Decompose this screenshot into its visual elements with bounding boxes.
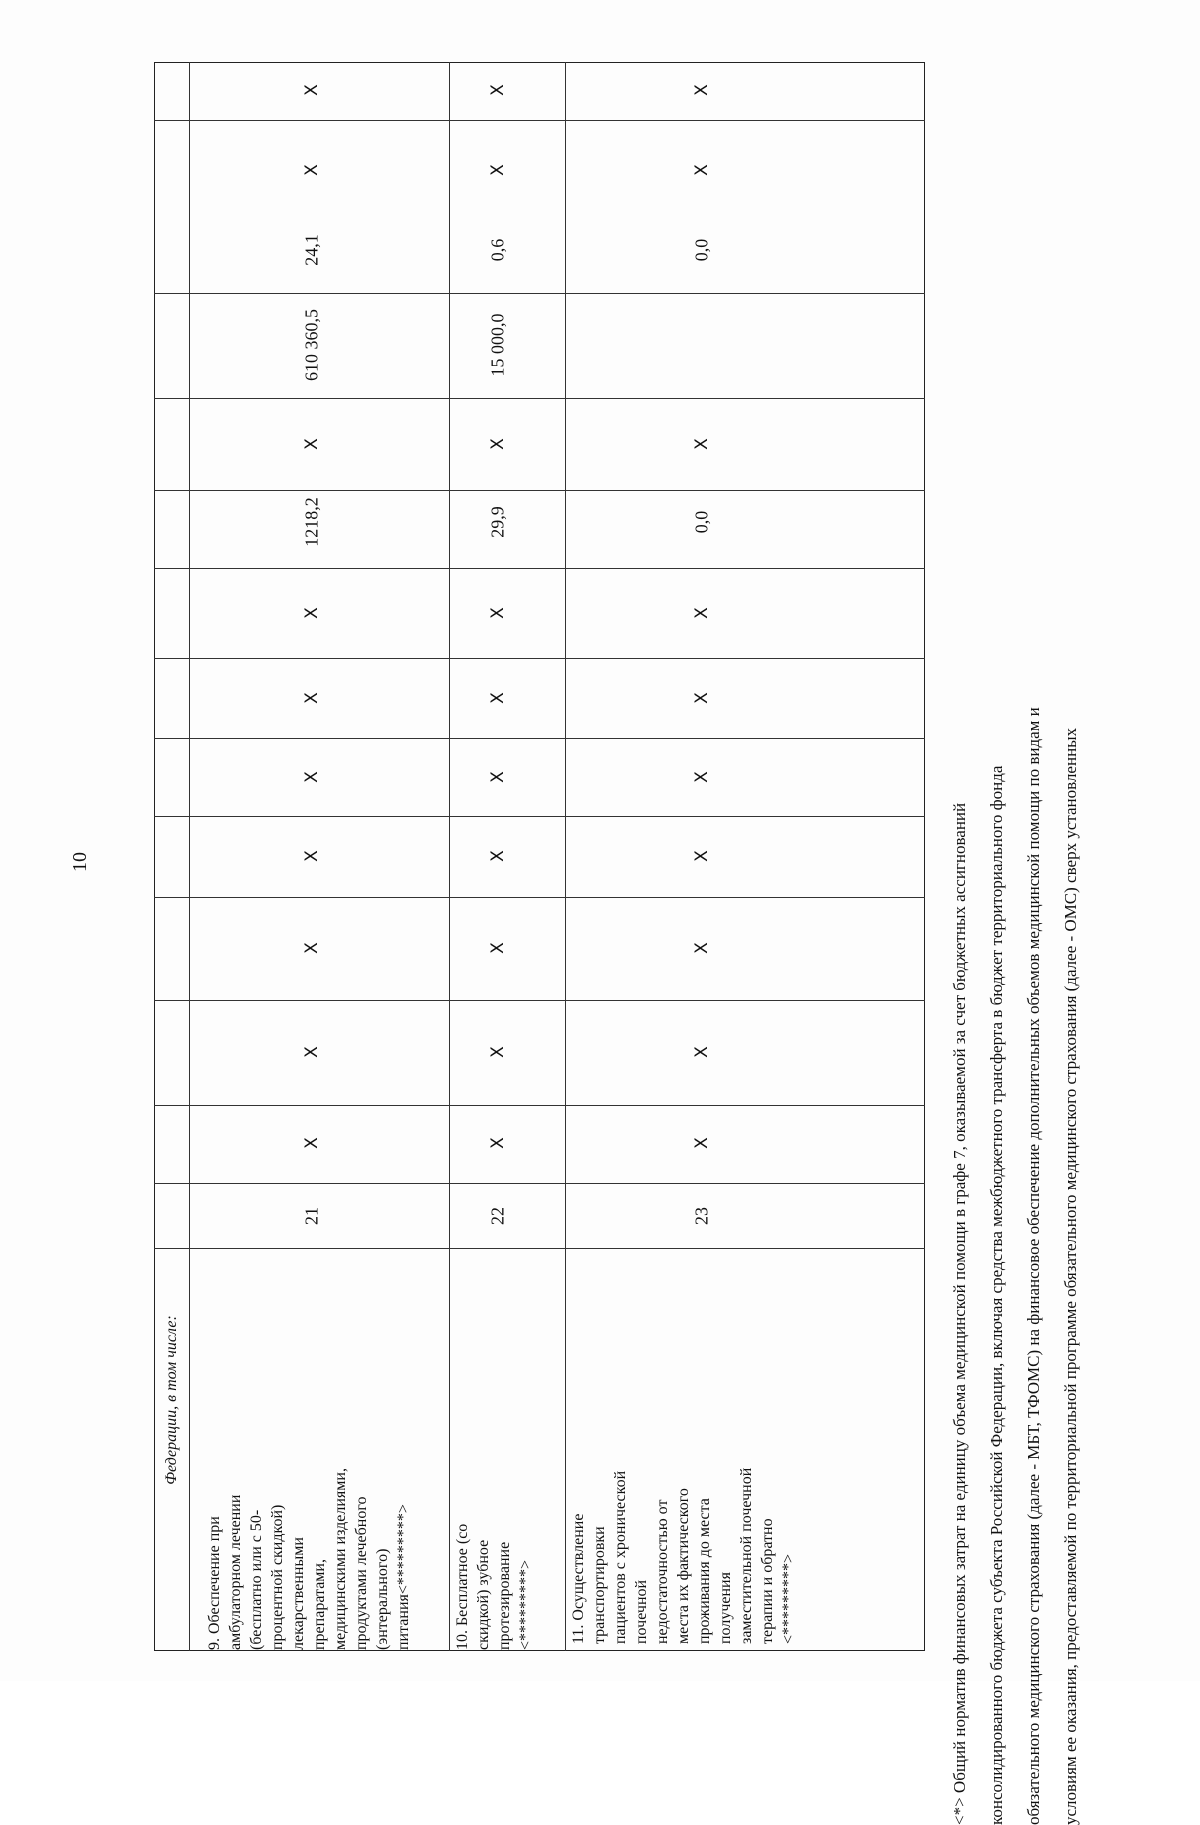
table-cell: X — [692, 942, 712, 954]
table-row-border — [189, 62, 190, 1651]
table-cell: X — [488, 438, 508, 450]
table-column-border — [154, 658, 925, 659]
table-cell: X — [302, 850, 322, 862]
table-cell: X — [488, 607, 508, 619]
table-column-border — [154, 738, 925, 739]
table-cell: 0,6 — [487, 238, 508, 262]
row-number: 23 — [691, 1207, 712, 1225]
table-cell: 0,0 — [691, 238, 712, 262]
table-row-border — [565, 62, 566, 1651]
table-cell: X — [488, 164, 508, 176]
table-cell: 0,0 — [691, 510, 712, 534]
row-label-11: 11. Осуществление транспортировки пациентов с хронической почечной недостаточностью от места их фактического проживания до места получения заместительной почечной терапии и обратно <*********> — [570, 1467, 797, 1644]
table-cell: X — [302, 1137, 322, 1149]
table-column-border — [154, 816, 925, 817]
row-label-9: 9. Обеспечение при амбулаторном лечении (бесплатно или с 50- процентной скидкой) лекарственными препаратами, медицинскими изделиями, продуктами лечебного (энтерального) питания<*********> — [206, 1468, 412, 1650]
table-cell: X — [302, 692, 322, 704]
table-cell: X — [692, 850, 712, 862]
table-cell: X — [302, 942, 322, 954]
table-cell: X — [488, 942, 508, 954]
footnote-line: <*> Общий норматив финансовых затрат на единицу объема медицинской помощи в графе 7, оказываемой за счет бюджетных ассигнований — [950, 802, 969, 1825]
footnote-line: консолидированного бюджета субъекта Российской Федерации, включая средства межбюджетного трансферта в бюджет территориального фонда — [987, 765, 1006, 1825]
table-cell: 610 360,5 — [301, 309, 322, 381]
table-column-border — [154, 568, 925, 569]
table-cell: 15 000,0 — [487, 313, 508, 377]
table-row-border — [449, 62, 450, 1651]
table-column-border — [154, 1000, 925, 1001]
table-cell: X — [488, 84, 508, 96]
table-cell: X — [302, 438, 322, 450]
table-column-border — [154, 490, 925, 491]
table-cell: X — [302, 771, 322, 783]
table-column-border — [154, 293, 925, 294]
footnote — [941, 265, 1091, 1825]
table-cell: X — [302, 84, 322, 96]
table-cell: X — [488, 1137, 508, 1149]
table-cell: 1218,2 — [301, 497, 322, 547]
table-cell: X — [302, 1046, 322, 1058]
table-column-border — [154, 398, 925, 399]
table-column-border — [154, 897, 925, 898]
table-header-label: Федерации, в том числе: — [163, 1315, 180, 1485]
table-cell: X — [692, 771, 712, 783]
row-number: 22 — [487, 1207, 508, 1225]
table-cell: X — [692, 84, 712, 96]
table-cell: X — [692, 692, 712, 704]
footnote-line: обязательного медицинского страхования (далее - МБТ, ТФОМС) на финансовое обеспечение дополнительных объемов медицинской помощи по видам и — [1024, 707, 1043, 1825]
table-cell: 24,1 — [301, 234, 322, 266]
table-column-border — [154, 1105, 925, 1106]
table-column-border — [154, 120, 925, 121]
table-column-border — [154, 1183, 925, 1184]
page-number: 10 — [69, 852, 91, 872]
table-cell: X — [692, 438, 712, 450]
table-cell: X — [302, 607, 322, 619]
table-cell: X — [488, 692, 508, 704]
table-cell: X — [488, 1046, 508, 1058]
table-cell: X — [302, 164, 322, 176]
row-label-10: 10. Бесплатное (со скидкой) зубное протезирование <*********> — [454, 1523, 534, 1650]
row-number: 21 — [301, 1207, 322, 1225]
table-cell: X — [488, 850, 508, 862]
table-cell: X — [692, 607, 712, 619]
table-cell: X — [692, 1046, 712, 1058]
table-cell: X — [692, 164, 712, 176]
table-cell: X — [488, 771, 508, 783]
table-cell: X — [692, 1137, 712, 1149]
table-cell: 29,9 — [487, 506, 508, 538]
footnote-line: условиям ее оказания, предоставляемой по территориальной программе обязательного медицинского страхования (далее - ОМС) сверх установленных — [1061, 727, 1080, 1825]
